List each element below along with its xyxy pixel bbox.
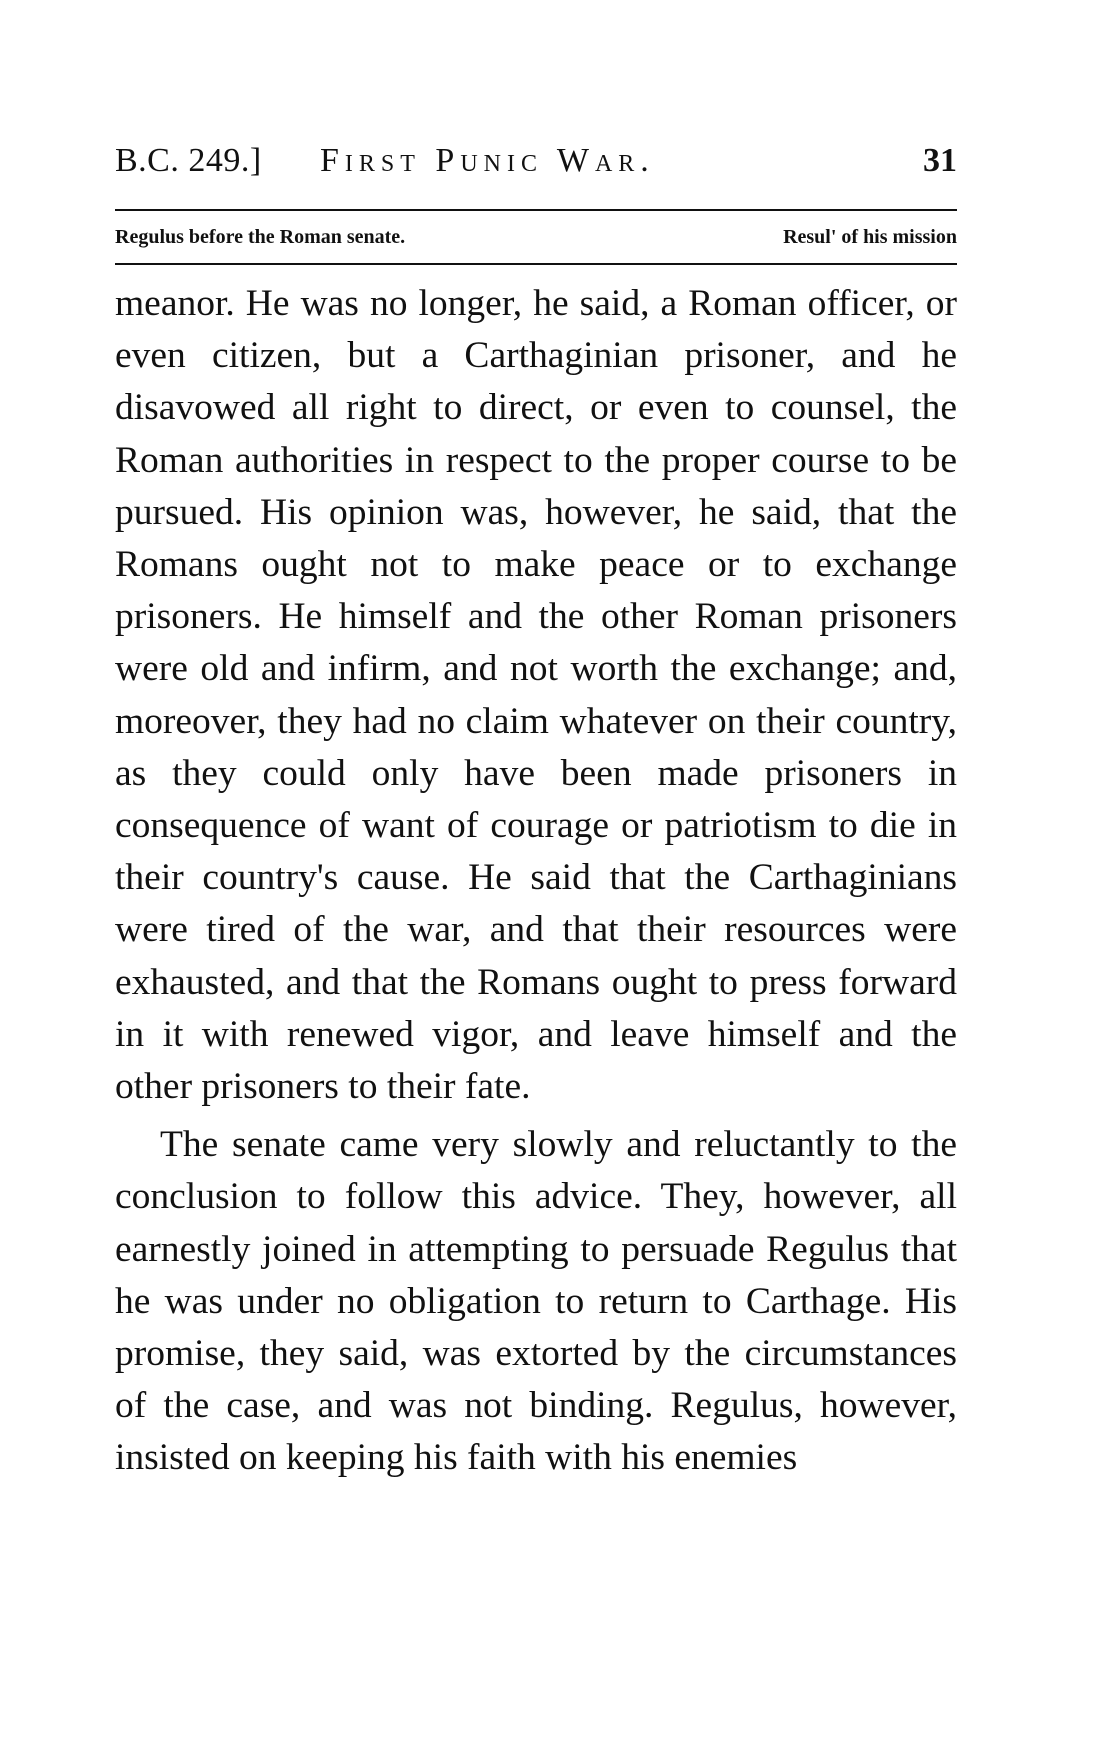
header-divider-bottom xyxy=(115,263,957,265)
running-head xyxy=(115,142,957,186)
marginal-note-left: Regulus before the Roman senate. xyxy=(115,226,406,248)
paragraph-senate: The senate came very slowly and reluctantly to the conclusion to follow this advice. They, however, all earnestly joined in attempting to persuade Regulus that he was under no obligation to return to Carthage. His promise, they said, was extorted by the circumstances of the case, and was not binding. Regulus, however, insisted on keeping his faith with his enemies xyxy=(115,1124,957,1479)
page-number: 31 xyxy=(923,142,957,179)
header-divider-top xyxy=(115,209,957,211)
marginal-note-right: Resul' of his mission xyxy=(783,226,957,248)
paragraph-continued: meanor. He was no longer, he said, a Roman officer, or even citizen, but a Carthaginian prisoner, and he disavowed all right to direct, or even to counsel, the Roman authorities in respect to the proper course to be pursued. His opinion was, however, he said, that the Romans ought not to make peace or to exchange prisoners. He himself and the other Roman prisoners were old and infirm, and not worth the exchange; and, moreover, they had no claim whatever on their country, as they could only have been made prisoners in consequence of want of courage or patriotism to die in their country's cause. He said that the Carthaginians were tired of the war, and that their resources were exhausted, and that the Romans ought to press forward in it with renewed vigor, and leave himself and the other prisoners to their fate. xyxy=(115,283,957,1108)
header-chapter-title: First Punic War. xyxy=(320,142,655,179)
body-text xyxy=(115,278,957,1485)
header-section-date: B.C. 249.] xyxy=(115,142,262,179)
marginal-notes-row xyxy=(115,220,957,252)
